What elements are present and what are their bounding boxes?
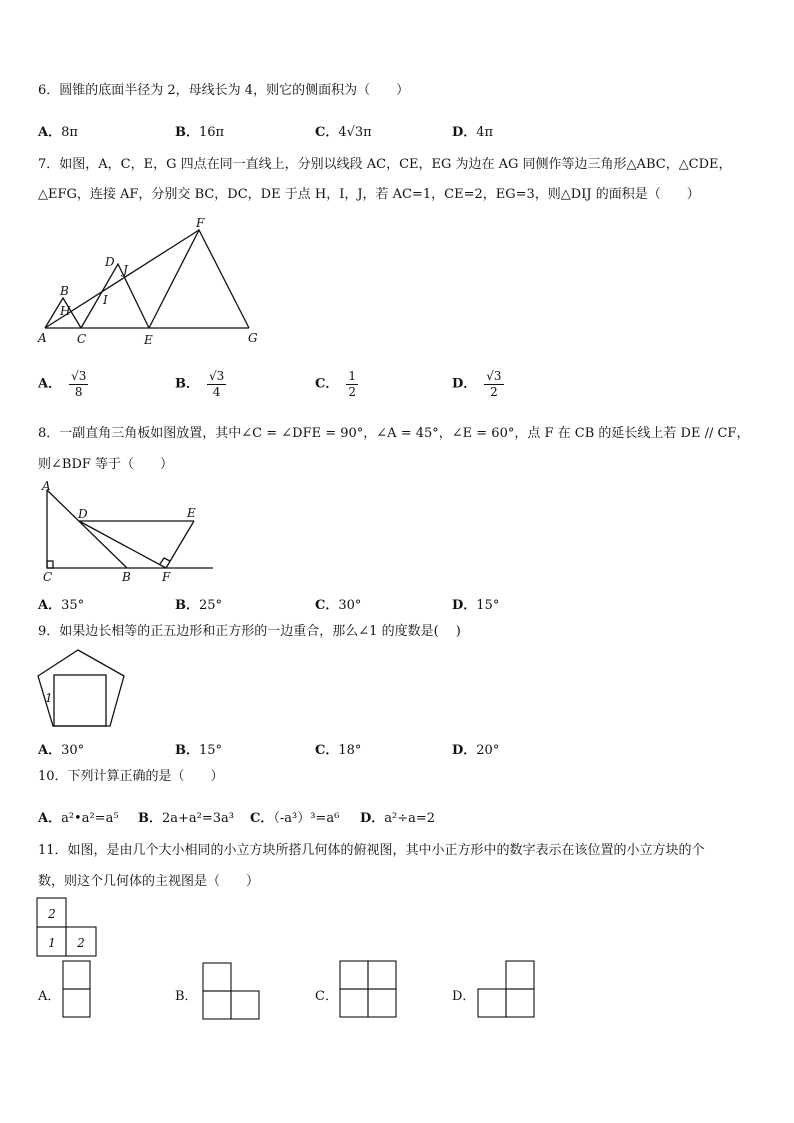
q11-option-d-front-view [477,960,537,1019]
q9-option-b: B．15° [175,743,223,758]
q8-option-a: A．35° [38,598,85,613]
angle-1-label: 1 [45,691,53,705]
q11-top-view [36,897,100,959]
label-A: A [42,479,51,493]
q7-option-a: A． $\frac{√3}{8}$ [38,369,87,399]
q10-option-d: D．a²÷a=2 [360,811,436,826]
q9-option-a: A．30° [38,743,85,758]
q6-option-c: C．4√3π [315,125,372,140]
label-G: G [248,331,258,345]
q6-option-b: B．16π [175,125,225,140]
q10-option-a: A．a²•a²=a⁵ [38,811,119,826]
label-F: F [196,216,205,230]
q7-option-b: B． $\frac{√3}{4}$ [175,369,225,399]
q6-option-a: A．8π [38,125,78,140]
q8-set-square-figure [36,478,218,586]
q7-stem: 7．如图，A，C，E，G 四点在同一直线上，分别以线段 AC，CE，EG 为边在 AG 同侧作等边三角形△ABC，△CDE，△EFG，连接 AF，分别交 BC，DC，DE 于点 H，I，J，若 AC=1，CE=2，EG=3，则△DIJ 的面积是（ ） [38,157,732,202]
label-E: E [144,333,153,347]
label-F: F [162,570,171,584]
q9-option-d: D．20° [452,743,500,758]
q11-option-a-front-view [62,960,92,1019]
q11-stem-line1: 11．如图，是由几个大小相同的小立方块所搭几何体的俯视图，其中小正方形中的数字表示在该位置的小立方块的个 [38,843,705,858]
label-D: D [78,507,88,521]
q11-stem-line2: 数，则这个几何体的主视图是（ ） [38,874,260,889]
label-C: C [77,332,87,346]
label-C: C [43,570,53,584]
q9-option-c: C．18° [315,743,362,758]
label-J: J [123,263,128,277]
q7-option-c: C． $\frac{1}{2}$ [315,369,356,399]
q9-pentagon-square-figure [34,646,142,734]
q7-triangle-figure [34,214,266,348]
q10-option-c: C．（-a³）³=a⁶ [250,811,340,826]
q11-option-d-label: D． [452,989,476,1004]
q11-option-b-label: B． [175,989,198,1004]
top-view-count-top: 2 [48,907,56,921]
label-E: E [187,506,196,520]
label-H: H [60,304,71,318]
q11-option-b-front-view [202,962,262,1021]
q11-option-a-label: A． [38,989,61,1004]
q8-stem-line2: 则∠BDF 等于（ ） [38,457,174,472]
label-I: I [103,293,108,307]
q8-option-b: B．25° [175,598,223,613]
label-A: A [38,331,47,345]
q8-option-c: C．30° [315,598,362,613]
q8-stem-line1: 8．一副直角三角板如图放置，其中∠C = ∠DFE = 90°，∠A = 45°，∠E = 60°，点 F 在 CB 的延长线上若 DE // CF， [38,426,750,441]
top-view-count-bottom-right: 2 [77,936,85,950]
q6-stem: 6．圆锥的底面半径为 2，母线长为 4，则它的侧面积为（ ） [38,83,410,98]
q7-option-d: D． $\frac{√3}{2}$ [452,369,502,399]
q6-option-d: D．4π [452,125,494,140]
label-B: B [60,284,69,298]
top-view-count-bottom-left: 1 [48,936,56,950]
q11-option-c-front-view [339,960,399,1019]
label-B: B [122,570,131,584]
q11-option-c-label: C． [315,989,338,1004]
q10-option-b: B．2a+a²=3a³ [138,811,235,826]
label-D: D [105,255,115,269]
q10-stem: 10．下列计算正确的是（ ） [38,769,224,784]
q9-stem: 9．如果边长相等的正五边形和正方形的一边重合，那么∠1 的度数是( ) [38,624,461,639]
q8-option-d: D．15° [452,598,500,613]
